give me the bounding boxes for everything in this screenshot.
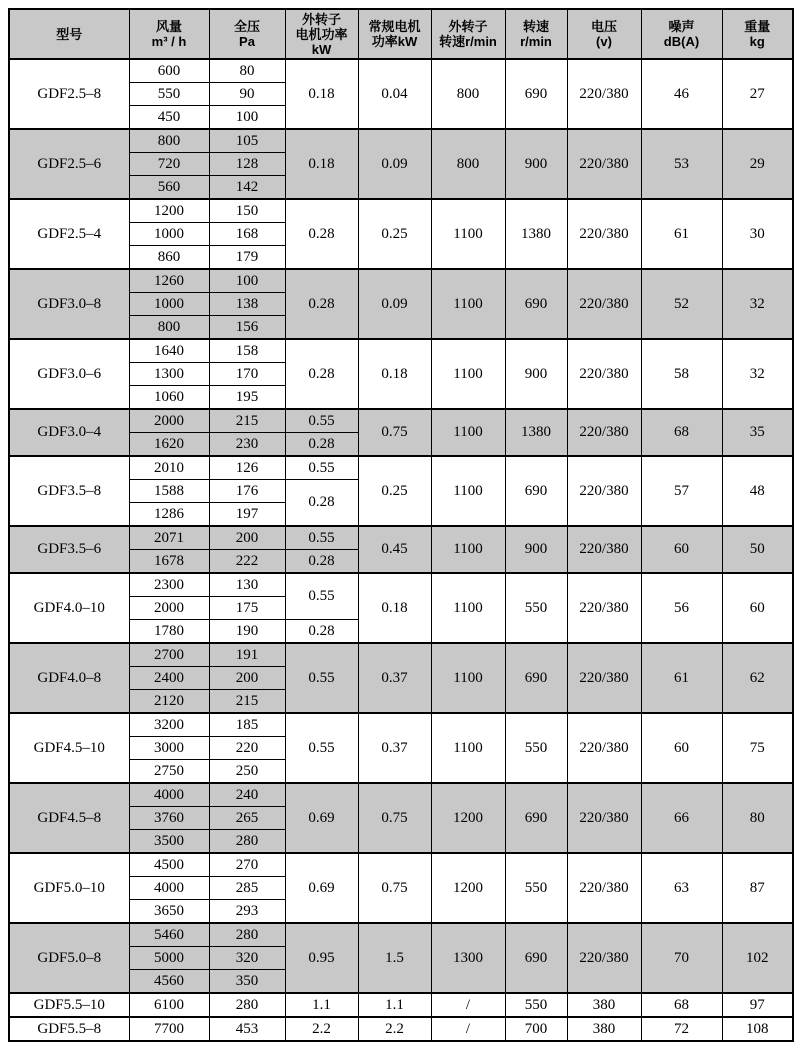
motor-power-cell: 0.28 xyxy=(285,433,358,457)
airflow-cell: 1260 xyxy=(129,269,209,293)
pressure-cell: 280 xyxy=(209,923,285,947)
pressure-cell: 126 xyxy=(209,456,285,480)
model-cell: GDF5.5–8 xyxy=(9,1017,129,1041)
model-cell: GDF5.0–8 xyxy=(9,923,129,993)
spec-row xyxy=(9,129,793,153)
voltage-cell: 220/380 xyxy=(567,713,641,783)
header-line: 风量 xyxy=(155,19,182,34)
airflow-cell: 1200 xyxy=(129,199,209,223)
rotor-speed-cell: 800 xyxy=(431,129,505,199)
spec-row xyxy=(9,853,793,877)
pressure-cell: 285 xyxy=(209,877,285,900)
spec-row xyxy=(9,643,793,667)
model-cell: GDF3.0–6 xyxy=(9,339,129,409)
model-cell: GDF2.5–6 xyxy=(9,129,129,199)
motor-power-cell: 0.18 xyxy=(285,59,358,129)
speed-cell: 700 xyxy=(505,1017,567,1041)
speed-cell: 690 xyxy=(505,643,567,713)
airflow-cell: 800 xyxy=(129,316,209,340)
airflow-cell: 3200 xyxy=(129,713,209,737)
voltage-cell: 220/380 xyxy=(567,199,641,269)
weight-cell: 50 xyxy=(722,526,793,573)
rotor-speed-cell: 1100 xyxy=(431,269,505,339)
pressure-cell: 265 xyxy=(209,807,285,830)
airflow-cell: 5460 xyxy=(129,923,209,947)
header-line: 噪声 xyxy=(668,19,695,34)
pressure-cell: 138 xyxy=(209,293,285,316)
airflow-cell: 1000 xyxy=(129,293,209,316)
pressure-cell: 156 xyxy=(209,316,285,340)
airflow-cell: 1000 xyxy=(129,223,209,246)
pressure-cell: 179 xyxy=(209,246,285,270)
noise-cell: 60 xyxy=(641,713,722,783)
weight-cell: 29 xyxy=(722,129,793,199)
table-header xyxy=(9,9,793,59)
speed-cell: 690 xyxy=(505,59,567,129)
airflow-cell: 1300 xyxy=(129,363,209,386)
weight-cell: 62 xyxy=(722,643,793,713)
airflow-cell: 1286 xyxy=(129,503,209,527)
motor-power-cell: 0.28 xyxy=(285,480,358,527)
airflow-cell: 3760 xyxy=(129,807,209,830)
header-cell-speed xyxy=(505,9,567,59)
airflow-cell: 4500 xyxy=(129,853,209,877)
motor-power-cell: 0.18 xyxy=(285,129,358,199)
spec-table xyxy=(8,8,794,1042)
voltage-cell: 380 xyxy=(567,993,641,1017)
airflow-cell: 3650 xyxy=(129,900,209,924)
header-line: r/min xyxy=(520,34,552,49)
model-cell: GDF3.0–4 xyxy=(9,409,129,456)
motor-power-cell: 1.1 xyxy=(285,993,358,1017)
pressure-cell: 150 xyxy=(209,199,285,223)
std-power-cell: 0.09 xyxy=(358,129,431,199)
model-cell: GDF5.0–10 xyxy=(9,853,129,923)
std-power-cell: 0.45 xyxy=(358,526,431,573)
airflow-cell: 4000 xyxy=(129,877,209,900)
header-cell-airflow xyxy=(129,9,209,59)
rotor-speed-cell: 1200 xyxy=(431,853,505,923)
model-cell: GDF3.5–6 xyxy=(9,526,129,573)
voltage-cell: 220/380 xyxy=(567,923,641,993)
airflow-cell: 5000 xyxy=(129,947,209,970)
pressure-cell: 453 xyxy=(209,1017,285,1041)
std-power-cell: 0.37 xyxy=(358,713,431,783)
noise-cell: 68 xyxy=(641,993,722,1017)
airflow-cell: 600 xyxy=(129,59,209,83)
weight-cell: 32 xyxy=(722,339,793,409)
pressure-cell: 175 xyxy=(209,597,285,620)
page xyxy=(0,8,800,1037)
noise-cell: 57 xyxy=(641,456,722,526)
header-line: 全压 xyxy=(233,19,260,34)
noise-cell: 56 xyxy=(641,573,722,643)
motor-power-cell: 0.69 xyxy=(285,853,358,923)
weight-cell: 87 xyxy=(722,853,793,923)
rotor-speed-cell: / xyxy=(431,993,505,1017)
weight-cell: 30 xyxy=(722,199,793,269)
rotor-speed-cell: 1100 xyxy=(431,409,505,456)
noise-cell: 70 xyxy=(641,923,722,993)
weight-cell: 102 xyxy=(722,923,793,993)
std-power-cell: 0.37 xyxy=(358,643,431,713)
pressure-cell: 240 xyxy=(209,783,285,807)
airflow-cell: 1640 xyxy=(129,339,209,363)
motor-power-cell: 0.69 xyxy=(285,783,358,853)
model-cell: GDF4.0–10 xyxy=(9,573,129,643)
weight-cell: 32 xyxy=(722,269,793,339)
pressure-cell: 200 xyxy=(209,667,285,690)
speed-cell: 690 xyxy=(505,923,567,993)
airflow-cell: 2071 xyxy=(129,526,209,550)
pressure-cell: 191 xyxy=(209,643,285,667)
airflow-cell: 2300 xyxy=(129,573,209,597)
weight-cell: 97 xyxy=(722,993,793,1017)
pressure-cell: 270 xyxy=(209,853,285,877)
model-cell: GDF3.0–8 xyxy=(9,269,129,339)
airflow-cell: 2120 xyxy=(129,690,209,714)
motor-power-cell: 0.28 xyxy=(285,269,358,339)
pressure-cell: 130 xyxy=(209,573,285,597)
motor-power-cell: 2.2 xyxy=(285,1017,358,1041)
spec-row xyxy=(9,339,793,363)
std-power-cell: 0.75 xyxy=(358,409,431,456)
weight-cell: 75 xyxy=(722,713,793,783)
voltage-cell: 220/380 xyxy=(567,339,641,409)
airflow-cell: 3000 xyxy=(129,737,209,760)
header-line: 重量 xyxy=(744,19,771,34)
header-line: 型号 xyxy=(56,26,83,42)
speed-cell: 1380 xyxy=(505,199,567,269)
speed-cell: 900 xyxy=(505,129,567,199)
motor-power-cell: 0.28 xyxy=(285,339,358,409)
speed-cell: 550 xyxy=(505,573,567,643)
voltage-cell: 220/380 xyxy=(567,526,641,573)
voltage-cell: 380 xyxy=(567,1017,641,1041)
header-line: (v) xyxy=(596,34,612,49)
motor-power-cell: 0.28 xyxy=(285,550,358,574)
airflow-cell: 2750 xyxy=(129,760,209,784)
speed-cell: 550 xyxy=(505,993,567,1017)
model-cell: GDF4.5–8 xyxy=(9,783,129,853)
std-power-cell: 0.04 xyxy=(358,59,431,129)
pressure-cell: 215 xyxy=(209,690,285,714)
airflow-cell: 2400 xyxy=(129,667,209,690)
rotor-speed-cell: 1300 xyxy=(431,923,505,993)
pressure-cell: 142 xyxy=(209,176,285,200)
speed-cell: 900 xyxy=(505,339,567,409)
spec-row xyxy=(9,199,793,223)
pressure-cell: 90 xyxy=(209,83,285,106)
speed-cell: 550 xyxy=(505,853,567,923)
airflow-cell: 1588 xyxy=(129,480,209,503)
std-power-cell: 0.18 xyxy=(358,339,431,409)
rotor-speed-cell: 1100 xyxy=(431,456,505,526)
noise-cell: 58 xyxy=(641,339,722,409)
noise-cell: 53 xyxy=(641,129,722,199)
header-cell-noise xyxy=(641,9,722,59)
voltage-cell: 220/380 xyxy=(567,129,641,199)
header-line: dB(A) xyxy=(663,34,700,49)
header-cell-weight xyxy=(722,9,793,59)
pressure-cell: 200 xyxy=(209,526,285,550)
voltage-cell: 220/380 xyxy=(567,59,641,129)
airflow-cell: 1678 xyxy=(129,550,209,574)
airflow-cell: 1620 xyxy=(129,433,209,457)
speed-cell: 690 xyxy=(505,783,567,853)
header-cell-pressure xyxy=(209,9,285,59)
motor-power-cell: 0.28 xyxy=(285,199,358,269)
airflow-cell: 3500 xyxy=(129,830,209,854)
noise-cell: 60 xyxy=(641,526,722,573)
voltage-cell: 220/380 xyxy=(567,853,641,923)
voltage-cell: 220/380 xyxy=(567,456,641,526)
airflow-cell: 450 xyxy=(129,106,209,130)
header-line: Pa xyxy=(239,34,255,49)
airflow-cell: 4000 xyxy=(129,783,209,807)
weight-cell: 35 xyxy=(722,409,793,456)
voltage-cell: 220/380 xyxy=(567,573,641,643)
pressure-cell: 105 xyxy=(209,129,285,153)
noise-cell: 46 xyxy=(641,59,722,129)
pressure-cell: 250 xyxy=(209,760,285,784)
weight-cell: 108 xyxy=(722,1017,793,1041)
pressure-cell: 215 xyxy=(209,409,285,433)
airflow-cell: 2010 xyxy=(129,456,209,480)
voltage-cell: 220/380 xyxy=(567,409,641,456)
pressure-cell: 100 xyxy=(209,106,285,130)
std-power-cell: 0.75 xyxy=(358,783,431,853)
pressure-cell: 185 xyxy=(209,713,285,737)
pressure-cell: 170 xyxy=(209,363,285,386)
airflow-cell: 720 xyxy=(129,153,209,176)
rotor-speed-cell: 1100 xyxy=(431,643,505,713)
pressure-cell: 80 xyxy=(209,59,285,83)
rotor-speed-cell: 1100 xyxy=(431,573,505,643)
table-body xyxy=(9,59,793,1041)
header-line: 电机功率 xyxy=(295,26,348,42)
header-line: m³ / h xyxy=(151,34,187,49)
motor-power-cell: 0.55 xyxy=(285,573,358,620)
airflow-cell: 1780 xyxy=(129,620,209,644)
header-cell-rotor-speed xyxy=(431,9,505,59)
pressure-cell: 280 xyxy=(209,993,285,1017)
model-cell: GDF3.5–8 xyxy=(9,456,129,526)
motor-power-cell: 0.95 xyxy=(285,923,358,993)
speed-cell: 1380 xyxy=(505,409,567,456)
header-line: 转速 xyxy=(522,19,549,34)
pressure-cell: 222 xyxy=(209,550,285,574)
motor-power-cell: 0.55 xyxy=(285,409,358,433)
rotor-speed-cell: 1200 xyxy=(431,783,505,853)
noise-cell: 66 xyxy=(641,783,722,853)
noise-cell: 72 xyxy=(641,1017,722,1041)
speed-cell: 900 xyxy=(505,526,567,573)
speed-cell: 550 xyxy=(505,713,567,783)
model-cell: GDF5.5–10 xyxy=(9,993,129,1017)
pressure-cell: 176 xyxy=(209,480,285,503)
header-line: 常规电机 xyxy=(368,19,421,34)
pressure-cell: 197 xyxy=(209,503,285,527)
airflow-cell: 560 xyxy=(129,176,209,200)
airflow-cell: 860 xyxy=(129,246,209,270)
noise-cell: 68 xyxy=(641,409,722,456)
header-cell-voltage xyxy=(567,9,641,59)
weight-cell: 27 xyxy=(722,59,793,129)
airflow-cell: 800 xyxy=(129,129,209,153)
spec-row xyxy=(9,59,793,83)
pressure-cell: 320 xyxy=(209,947,285,970)
pressure-cell: 100 xyxy=(209,269,285,293)
airflow-cell: 550 xyxy=(129,83,209,106)
header-cell-model xyxy=(9,9,129,59)
pressure-cell: 220 xyxy=(209,737,285,760)
spec-row xyxy=(9,993,793,1017)
motor-power-cell: 0.55 xyxy=(285,456,358,480)
weight-cell: 48 xyxy=(722,456,793,526)
motor-power-cell: 0.55 xyxy=(285,526,358,550)
rotor-speed-cell: 1100 xyxy=(431,526,505,573)
voltage-cell: 220/380 xyxy=(567,269,641,339)
spec-row xyxy=(9,456,793,480)
pressure-cell: 168 xyxy=(209,223,285,246)
std-power-cell: 1.1 xyxy=(358,993,431,1017)
airflow-cell: 1060 xyxy=(129,386,209,410)
spec-row xyxy=(9,573,793,597)
spec-row xyxy=(9,409,793,433)
header-line: 外转子 xyxy=(448,19,488,34)
std-power-cell: 0.25 xyxy=(358,199,431,269)
model-cell: GDF2.5–8 xyxy=(9,59,129,129)
std-power-cell: 0.18 xyxy=(358,573,431,643)
rotor-speed-cell: 1100 xyxy=(431,713,505,783)
spec-row xyxy=(9,923,793,947)
pressure-cell: 128 xyxy=(209,153,285,176)
airflow-cell: 2000 xyxy=(129,409,209,433)
pressure-cell: 195 xyxy=(209,386,285,410)
rotor-speed-cell: 1100 xyxy=(431,339,505,409)
pressure-cell: 293 xyxy=(209,900,285,924)
pressure-cell: 190 xyxy=(209,620,285,644)
motor-power-cell: 0.28 xyxy=(285,620,358,644)
pressure-cell: 280 xyxy=(209,830,285,854)
std-power-cell: 0.09 xyxy=(358,269,431,339)
speed-cell: 690 xyxy=(505,456,567,526)
weight-cell: 60 xyxy=(722,573,793,643)
header-line: 转速r/min xyxy=(439,34,497,49)
motor-power-cell: 0.55 xyxy=(285,643,358,713)
spec-row xyxy=(9,526,793,550)
noise-cell: 61 xyxy=(641,643,722,713)
pressure-cell: 158 xyxy=(209,339,285,363)
noise-cell: 63 xyxy=(641,853,722,923)
spec-row xyxy=(9,269,793,293)
spec-row xyxy=(9,713,793,737)
noise-cell: 52 xyxy=(641,269,722,339)
header-row xyxy=(9,9,793,59)
header-cell-std-power xyxy=(358,9,431,59)
airflow-cell: 7700 xyxy=(129,1017,209,1041)
header-line: kg xyxy=(749,34,765,49)
std-power-cell: 0.25 xyxy=(358,456,431,526)
spec-row xyxy=(9,1017,793,1041)
std-power-cell: 2.2 xyxy=(358,1017,431,1041)
model-cell: GDF4.5–10 xyxy=(9,713,129,783)
header-line: kW xyxy=(311,41,332,57)
airflow-cell: 4560 xyxy=(129,970,209,994)
noise-cell: 61 xyxy=(641,199,722,269)
airflow-cell: 6100 xyxy=(129,993,209,1017)
header-line: 电压 xyxy=(590,19,617,34)
pressure-cell: 230 xyxy=(209,433,285,457)
voltage-cell: 220/380 xyxy=(567,783,641,853)
rotor-speed-cell: 1100 xyxy=(431,199,505,269)
airflow-cell: 2000 xyxy=(129,597,209,620)
header-line: 功率kW xyxy=(371,34,418,49)
pressure-cell: 350 xyxy=(209,970,285,994)
std-power-cell: 0.75 xyxy=(358,853,431,923)
airflow-cell: 2700 xyxy=(129,643,209,667)
rotor-speed-cell: 800 xyxy=(431,59,505,129)
std-power-cell: 1.5 xyxy=(358,923,431,993)
motor-power-cell: 0.55 xyxy=(285,713,358,783)
model-cell: GDF2.5–4 xyxy=(9,199,129,269)
spec-row xyxy=(9,783,793,807)
weight-cell: 80 xyxy=(722,783,793,853)
voltage-cell: 220/380 xyxy=(567,643,641,713)
header-cell-motor-power xyxy=(285,9,358,59)
speed-cell: 690 xyxy=(505,269,567,339)
rotor-speed-cell: / xyxy=(431,1017,505,1041)
header-line: 外转子 xyxy=(301,11,341,27)
model-cell: GDF4.0–8 xyxy=(9,643,129,713)
